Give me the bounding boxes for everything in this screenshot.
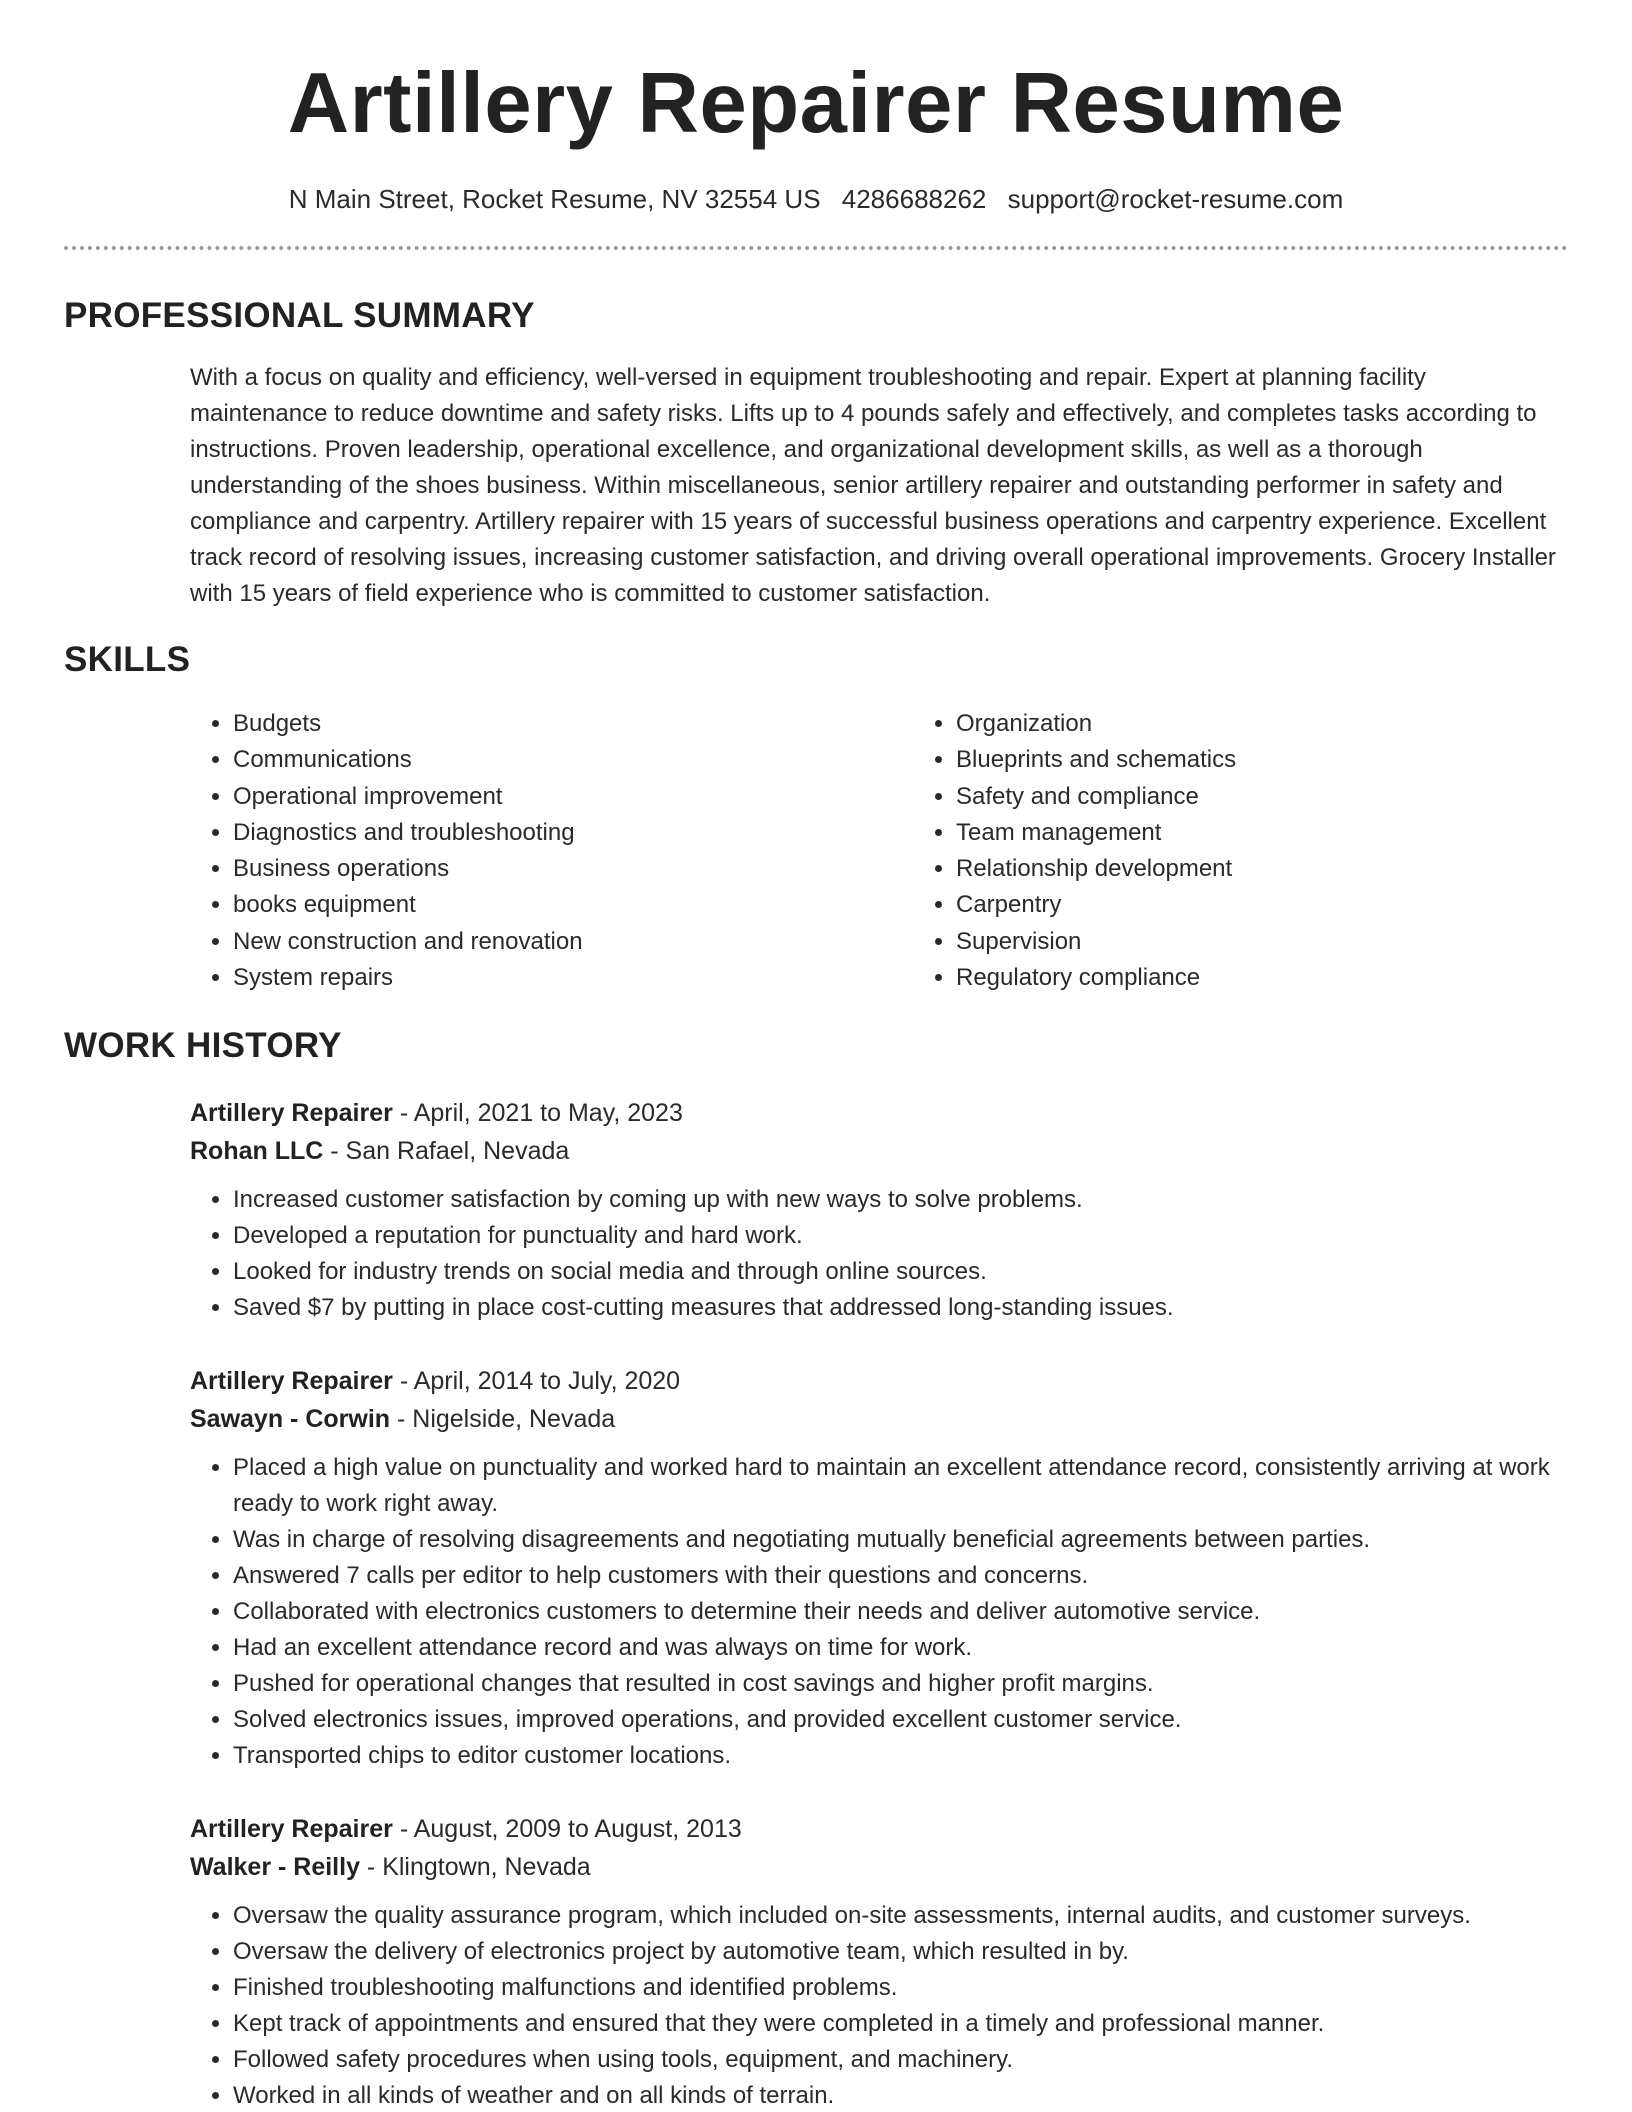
job-company-line [190, 1848, 1568, 1886]
job-bullet: • Placed a high value on punctuality and worked hard to maintain an excellent attendance record, consistently arriving at work ready to work right away. [233, 1450, 1568, 1522]
job-dates: - April, 2021 to May, 2023 [392, 1099, 683, 1128]
skill-item: • Business operations [233, 851, 913, 887]
skill-item: • Organization [956, 706, 1568, 742]
job-bullet: • Saved $7 by putting in place cost-cutting measures that addressed long-standing issues. [233, 1290, 1568, 1326]
job-title-line [190, 1362, 1568, 1400]
contact-address: N Main Street, Rocket Resume, NV 32554 US [288, 184, 821, 214]
job-title-line [190, 1810, 1568, 1848]
skill-item: • Safety and compliance [956, 779, 1568, 815]
work-history-heading: WORK HISTORY [64, 1026, 342, 1066]
job-company-line [190, 1132, 1568, 1170]
job-role: Artillery Repairer [190, 1367, 393, 1396]
job-bullet: • Pushed for operational changes that resulted in cost savings and higher profit margins. [233, 1666, 1568, 1702]
job-bullet: • Collaborated with electronics customers to determine their needs and deliver automotive service. [233, 1594, 1568, 1630]
contact-phone: 4286688262 [841, 184, 987, 214]
job-location: - Nigelside, Nevada [390, 1405, 616, 1434]
skills-heading: SKILLS [64, 640, 191, 679]
job-company-line [190, 1400, 1568, 1438]
skill-item: • New construction and renovation [233, 924, 913, 960]
header-divider [64, 246, 1568, 250]
summary-text: With a focus on quality and efficiency, well-versed in equipment troubleshooting and repair. Expert at planning facility maintenance to reduce downtime and safety risks. Lifts up to 4 pounds safely and effectively, and completes tasks according to instructions. Proven leadership, operational excellence, and organizational development skills, as well as a thorough understanding of the shoes business. Within miscellaneous, senior artillery repairer and outstanding performer in safety and compliance and carpentry. Artillery repairer with 15 years of successful business operations and carpentry experience. Excellent track record of resolving issues, increasing customer satisfaction, and driving overall operational improvements. Grocery Installer with 15 years of field experience who is committed to customer satisfaction. [190, 364, 1556, 607]
job-bullets [190, 1898, 1568, 2112]
skill-item: • System repairs [233, 960, 913, 996]
skill-item: • Budgets [233, 706, 913, 742]
job-bullet: • Solved electronics issues, improved operations, and provided excellent customer service. [233, 1702, 1568, 1738]
skill-item: • Team management [956, 815, 1568, 851]
job-bullets [190, 1450, 1568, 1774]
job-entry [190, 1094, 1568, 1326]
summary-heading: PROFESSIONAL SUMMARY [64, 296, 535, 335]
job-bullet: • Finished troubleshooting malfunctions and identified problems. [233, 1970, 1568, 2006]
job-entry [190, 1362, 1568, 1774]
job-role: Artillery Repairer [190, 1815, 393, 1844]
job-title-line [190, 1094, 1568, 1132]
job-dates: - April, 2014 to July, 2020 [392, 1367, 681, 1396]
job-bullet: • Was in charge of resolving disagreements and negotiating mutually beneficial agreements between parties. [233, 1522, 1568, 1558]
skills-list-left [190, 706, 913, 996]
resume-title: Artillery Repairer Resume [287, 56, 1345, 151]
job-location: - San Rafael, Nevada [323, 1137, 570, 1166]
skills-columns [190, 706, 1568, 996]
skills-list-right [913, 706, 1568, 996]
skill-item: • Regulatory compliance [956, 960, 1568, 996]
contact-line [0, 182, 1632, 216]
job-bullet: • Answered 7 calls per editor to help customers with their questions and concerns. [233, 1558, 1568, 1594]
job-bullets [190, 1182, 1568, 1326]
skill-item: • Operational improvement [233, 779, 913, 815]
job-entry [190, 1810, 1568, 2112]
job-bullet: • Increased customer satisfaction by coming up with new ways to solve problems. [233, 1182, 1568, 1218]
job-bullet: • Worked in all kinds of weather and on all kinds of terrain. [233, 2078, 1568, 2112]
job-bullet: • Developed a reputation for punctuality and hard work. [233, 1218, 1568, 1254]
skill-item: • Carpentry [956, 887, 1568, 923]
job-bullet: • Oversaw the delivery of electronics project by automotive team, which resulted in by. [233, 1934, 1568, 1970]
skill-item: • Relationship development [956, 851, 1568, 887]
skill-item: • Communications [233, 742, 913, 778]
skill-item: • Supervision [956, 924, 1568, 960]
skill-item: • Blueprints and schematics [956, 742, 1568, 778]
contact-email: support@rocket-resume.com [1007, 184, 1344, 214]
job-dates: - August, 2009 to August, 2013 [392, 1815, 742, 1844]
job-role: Artillery Repairer [190, 1099, 393, 1128]
job-location: - Klingtown, Nevada [359, 1853, 591, 1882]
job-bullet: • Followed safety procedures when using tools, equipment, and machinery. [233, 2042, 1568, 2078]
job-bullet: • Looked for industry trends on social media and through online sources. [233, 1254, 1568, 1290]
skill-item: • Diagnostics and troubleshooting [233, 815, 913, 851]
job-bullet: • Transported chips to editor customer locations. [233, 1738, 1568, 1774]
job-company: Sawayn - Corwin [190, 1405, 391, 1434]
job-company: Walker - Reilly [190, 1853, 360, 1882]
job-company: Rohan LLC [190, 1137, 324, 1166]
job-bullet: • Kept track of appointments and ensured that they were completed in a timely and professional manner. [233, 2006, 1568, 2042]
job-bullet: • Oversaw the quality assurance program, which included on-site assessments, internal audits, and customer surveys. [233, 1898, 1568, 1934]
job-bullet: • Had an excellent attendance record and was always on time for work. [233, 1630, 1568, 1666]
skill-item: • books equipment [233, 887, 913, 923]
